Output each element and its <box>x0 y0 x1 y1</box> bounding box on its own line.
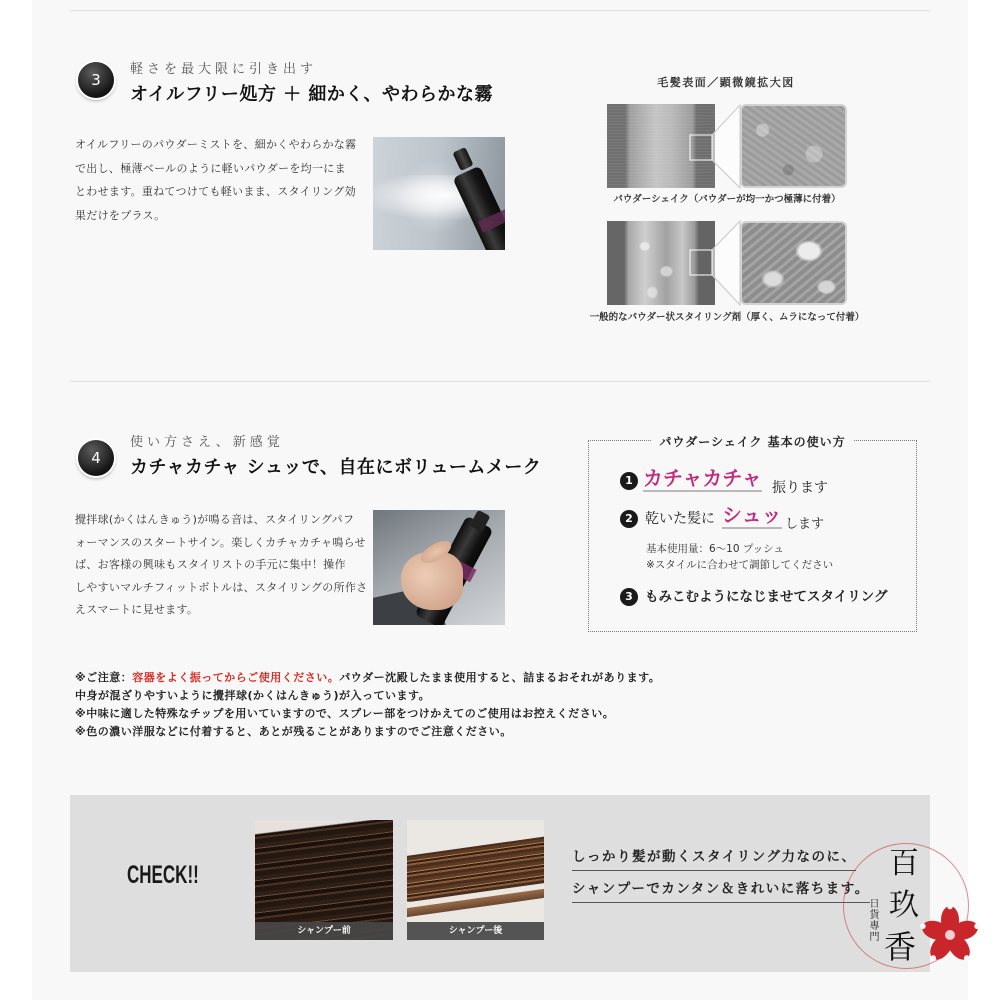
caution-rest: パウダー沈殿したまま使用すると、詰まるおそれがあります。 <box>339 671 661 684</box>
zoom-connector <box>712 105 740 188</box>
check-text-line-2-wrap <box>572 878 870 903</box>
description-line: 攪拌球(かくはんきゅう)が鳴る音は、スタイリングパフ <box>75 513 355 526</box>
zoom-connector <box>712 221 740 305</box>
sakura-flower-icon <box>918 903 982 967</box>
hair-before-shampoo-photo <box>255 820 393 940</box>
note-line: 中身が混ざりやすいように攪拌球(かくはんきゅう)が入っています。 <box>75 689 431 702</box>
powder-shake-caption: パウダーシェイク（パウダーが均一かつ極薄に付着） <box>613 194 841 205</box>
caution-notes <box>75 669 660 741</box>
note-line: ※中味に適した特殊なチップを用いていますので、スプレー部をつけかえてのご使用はお控えください。 <box>75 707 615 720</box>
description-line: えスマートに見せます。 <box>75 603 199 616</box>
logo-char-1: 百 <box>889 846 919 881</box>
step-2-text: します <box>785 517 825 532</box>
hand-holding-bottle-photo <box>373 510 505 625</box>
check-text-line-1: しっかり髪が動くスタイリング力なのに、 <box>572 847 856 871</box>
section-4-title: カチャカチャ シュッで、自在にボリュームメーク <box>130 457 542 478</box>
caution-prefix: ※ご注意： <box>75 671 133 684</box>
mist-cloud <box>391 161 463 233</box>
step-2-number-icon: 2 <box>620 510 638 528</box>
section-3-subtitle: 軽さを最大限に引き出す <box>130 62 318 77</box>
section-divider <box>70 381 930 382</box>
after-caption: シャンプー後 <box>407 922 544 940</box>
section-3-description <box>75 133 356 227</box>
section-3-number-badge: 3 <box>78 62 114 98</box>
zoom-region-marker <box>690 250 712 275</box>
step-3-number-icon: 3 <box>620 588 638 606</box>
section-3-title: オイルフリー処方 ＋ 細かく、やわらかな霧 <box>130 84 494 105</box>
section-4-number-badge: 4 <box>78 440 114 476</box>
description-line: オイルフリーのパウダーミストを、細かくやわらかな霧 <box>75 138 357 151</box>
spray-mist-photo <box>373 137 505 250</box>
step-2-highlight: シュッ <box>722 503 782 527</box>
logo-char-3: 香 <box>884 928 917 966</box>
check-text-line-1-wrap <box>572 846 856 871</box>
description-line: で出し、極薄ベールのように軽いパウダーを均一にま <box>75 161 346 175</box>
dose-note: ※スタイルに合わせて調節してください <box>646 559 834 571</box>
description-line: しやすいマルチフィットボトルは、スタイリングの所作さ <box>75 580 368 594</box>
top-divider <box>70 10 930 11</box>
before-caption: シャンプー前 <box>255 922 393 940</box>
section-4-description <box>75 509 367 622</box>
microscope-heading: 毛髪表面／顕微鏡拡大図 <box>657 76 795 89</box>
step-2-prefix: 乾いた髪に <box>645 511 715 527</box>
zoom-connector-lines <box>600 100 860 315</box>
hair-after-shampoo-photo <box>407 820 544 940</box>
logo-tagline: 日貨專門 <box>867 898 878 942</box>
check-text-line-2: シャンプーでカンタン＆きれいに落ちます。 <box>572 879 870 903</box>
caution-line <box>75 669 660 687</box>
caution-emphasis: 容器をよく振ってからご使用ください。 <box>132 671 340 684</box>
zoom-region-marker <box>690 135 712 160</box>
step-1-highlight: カチャカチャ <box>643 466 762 490</box>
description-line: 果だけをプラス。 <box>75 208 166 222</box>
step-1-text: 振ります <box>772 480 828 496</box>
note-line: ※色の濃い洋服などに付着すると、あとが残ることがありますのでご注意ください。 <box>75 725 512 738</box>
check-label: CHECK!! <box>127 861 199 889</box>
generic-powder-caption: 一般的なパウダー状スタイリング剤（厚く、ムラになって付着） <box>589 312 865 323</box>
step-3-text: もみこむようになじませてスタイリング <box>645 589 888 605</box>
description-line: ォーマンスのスタートサイン。楽しくカチャカチャ鳴らせ <box>75 535 366 549</box>
description-line: とわせます。重ねてつけても軽いまま、スタイリング効 <box>75 185 356 198</box>
usage-title: パウダーシェイク 基本の使い方 <box>651 435 853 449</box>
usage-title-wrap <box>589 433 916 450</box>
description-line: ば、お客様の興味もスタイリストの手元に集中！操作 <box>75 558 346 571</box>
step-1-number-icon: 1 <box>620 472 638 490</box>
section-4-subtitle: 使い方さえ、新感覚 <box>130 435 284 450</box>
dose-amount: 基本使用量：6～10 プッシュ <box>646 543 784 555</box>
logo-char-2: 玖 <box>889 888 919 923</box>
